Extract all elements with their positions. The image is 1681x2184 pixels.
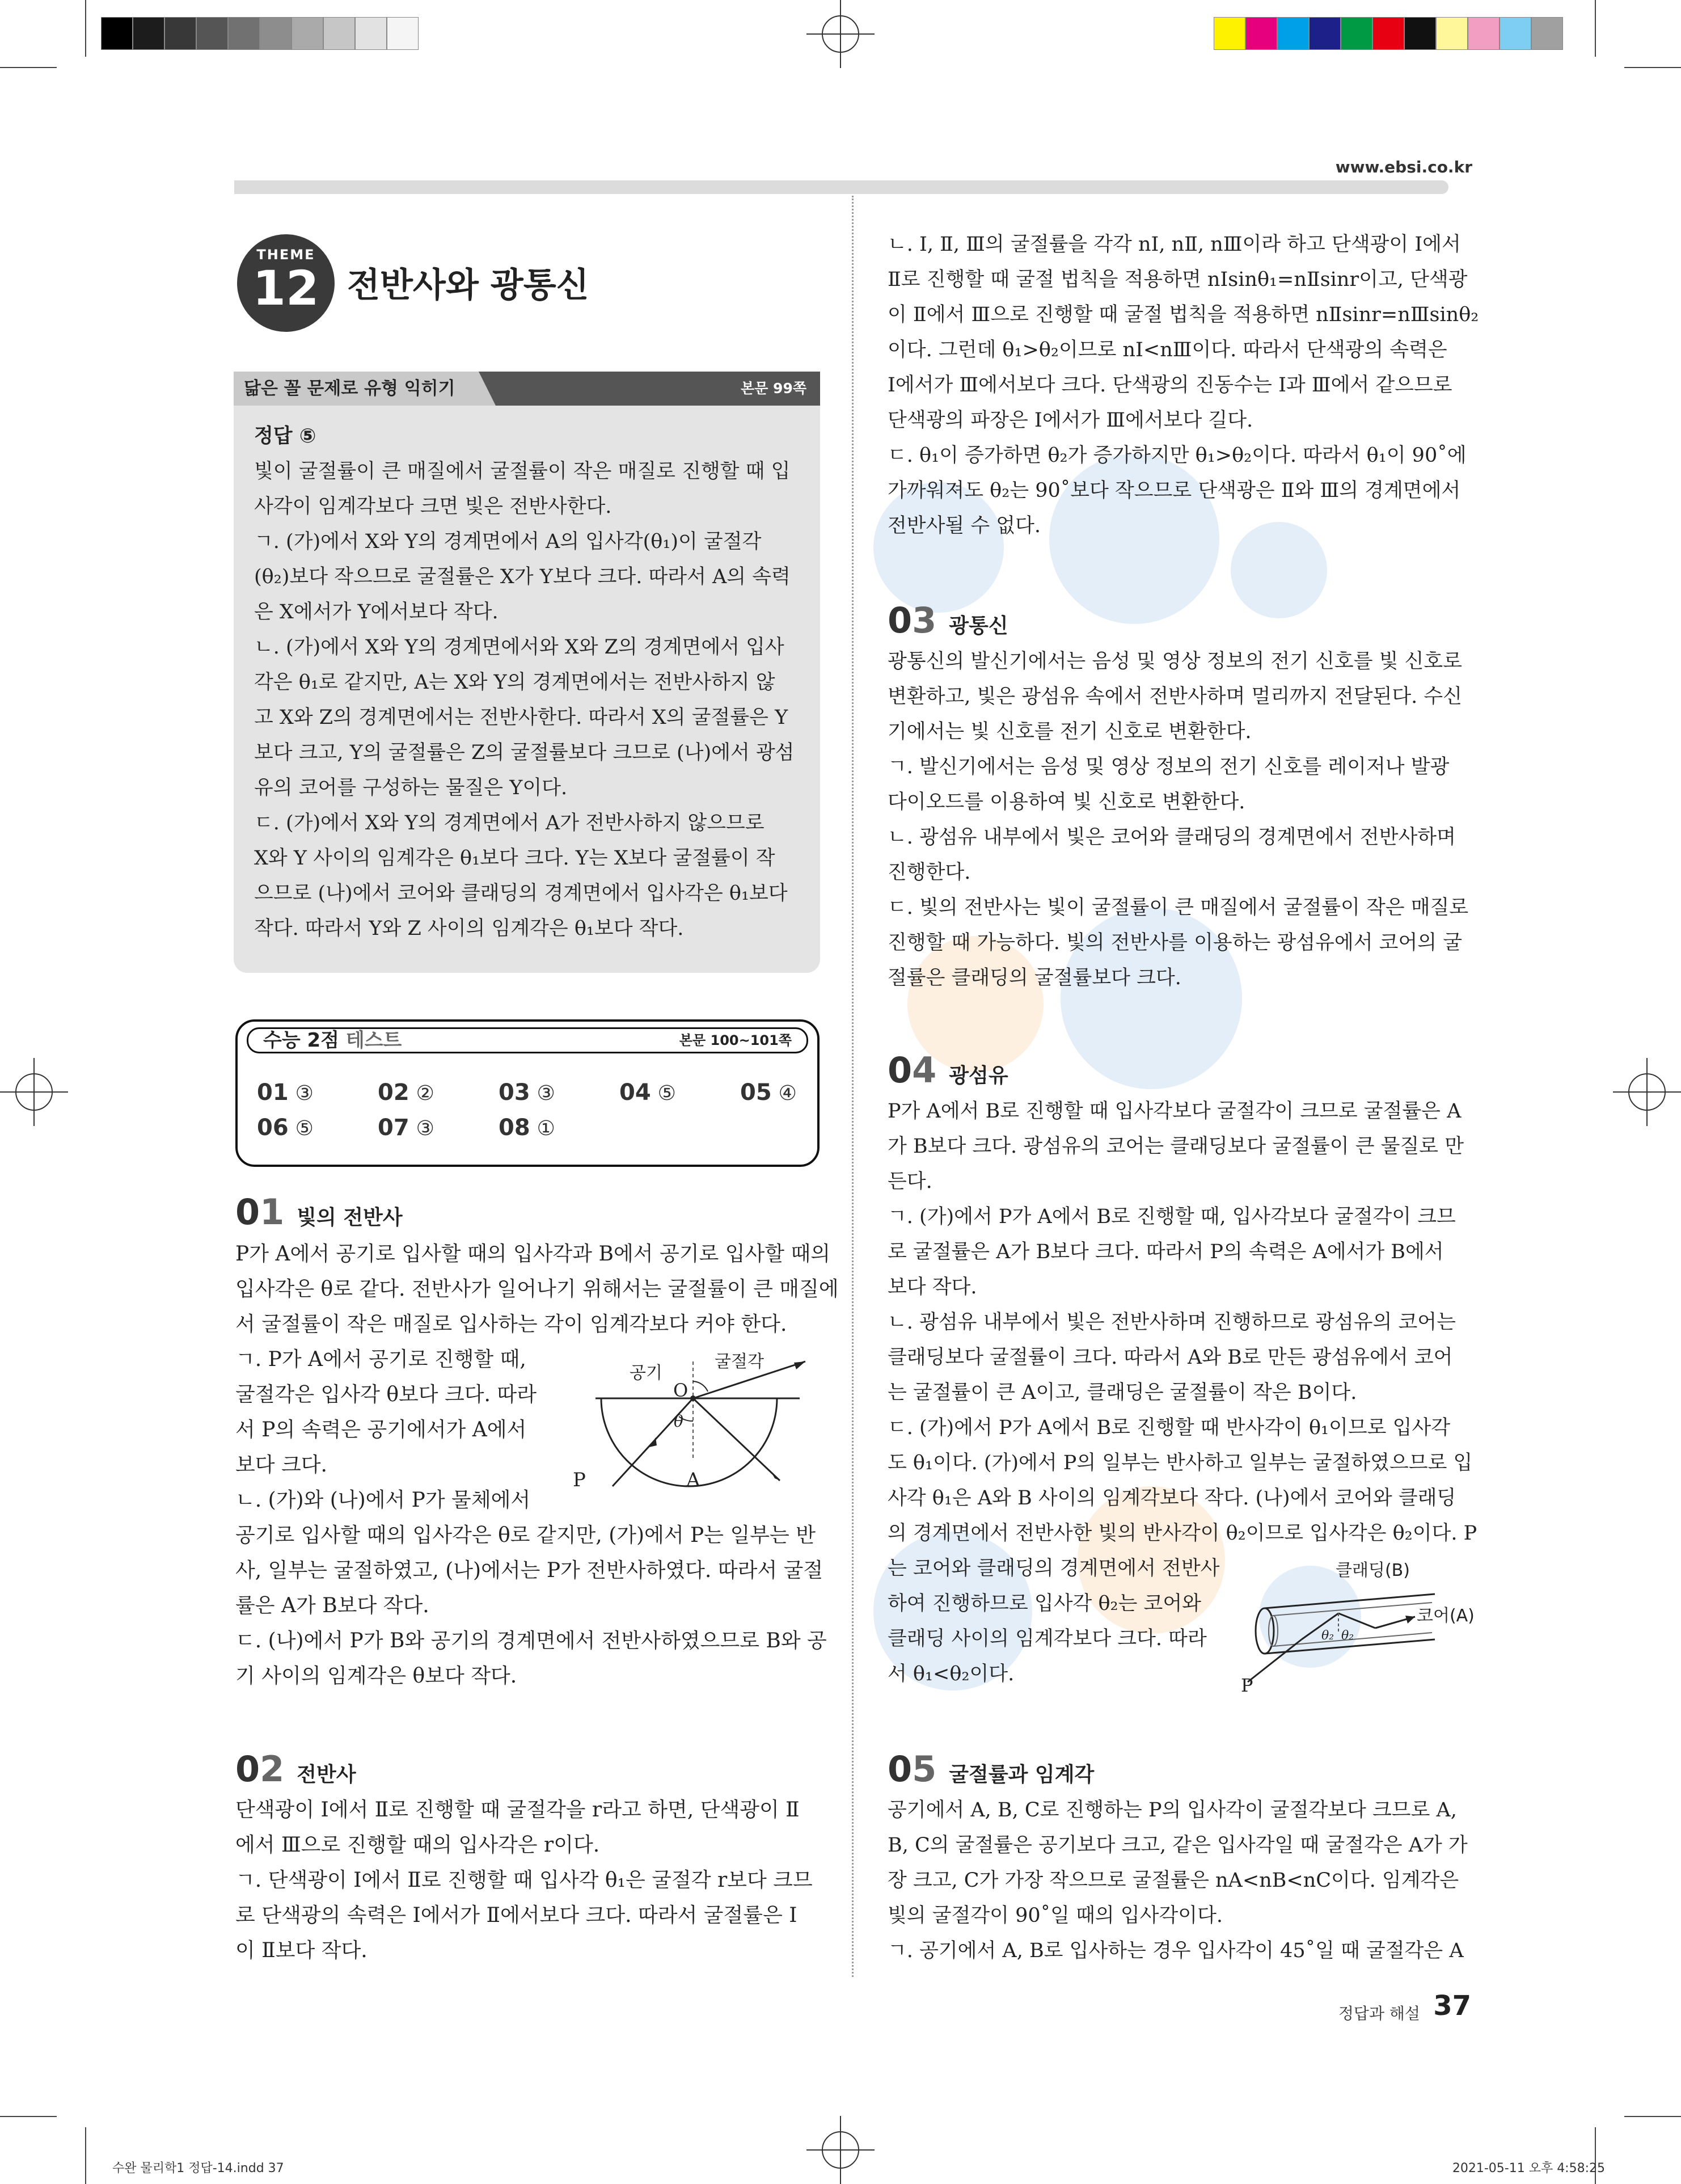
text-line: ㄷ. θ₁이 증가하면 θ₂가 증가하지만 θ₁>θ₂이다. 따라서 θ₁이 90˚에 <box>888 444 1467 467</box>
text-line: 클래딩 사이의 임계각보다 크다. 따라 <box>888 1628 1207 1650</box>
color-swatch <box>292 17 323 50</box>
site-url: www.ebsi.co.kr <box>1335 158 1472 176</box>
figure-label-theta: θ <box>674 1412 683 1431</box>
figure-label-origin: O <box>673 1380 689 1401</box>
question-number: 07 <box>378 1115 409 1141</box>
color-swatch <box>1214 17 1245 50</box>
crop-mark <box>85 0 86 57</box>
section-number-prefix: 0 <box>888 600 913 641</box>
text-line: 단색광의 파장은 Ⅰ에서가 Ⅲ에서보다 길다. <box>888 409 1253 432</box>
test-box-title-rest: 테스트 <box>339 1029 402 1052</box>
text-line: 입사각은 θ로 같다. 전반사가 일어나기 위해서는 굴절률이 큰 매질에 <box>235 1277 839 1301</box>
section-number: 1 <box>260 1191 285 1233</box>
section-title: 빛의 전반사 <box>297 1206 403 1229</box>
registration-mark-right <box>1613 1058 1681 1126</box>
text-line: ㄴ. 광섬유 내부에서 빛은 전반사하며 진행하므로 광섬유의 코어는 <box>888 1311 1456 1334</box>
registration-mark-top <box>806 0 875 68</box>
text-line: 이 Ⅱ보다 작다. <box>235 1939 368 1962</box>
text-line: 전반사될 수 없다. <box>888 515 1041 537</box>
answer-item <box>619 1080 676 1106</box>
text-line: 으므로 (나)에서 코어와 클래딩의 경계면에서 입사각은 θ₁보다 <box>254 882 788 905</box>
figure-label-a: A <box>686 1469 700 1491</box>
question-number: 01 <box>257 1080 289 1106</box>
answer-item <box>378 1115 434 1141</box>
text-line: 기에서는 빛 신호를 전기 신호로 변환한다. <box>888 720 1252 743</box>
text-line: 공기에서 A, B, C로 진행하는 P의 입사각이 굴절각보다 크므로 A, <box>888 1799 1457 1822</box>
text-line: 단색광이 Ⅰ에서 Ⅱ로 진행할 때 굴절각을 r라고 하면, 단색광이 Ⅱ <box>235 1798 800 1822</box>
answer-item <box>257 1115 314 1141</box>
answer-label: 정답 ⑤ <box>254 425 316 448</box>
color-swatch <box>1309 17 1341 50</box>
practice-box-page-ref: 본문 99쪽 <box>741 380 806 397</box>
question-number: 08 <box>499 1115 530 1141</box>
text-line: 든다. <box>888 1170 932 1193</box>
test-box-header <box>247 1027 808 1053</box>
answer-choice: ② <box>416 1082 434 1105</box>
color-swatch <box>1245 17 1277 50</box>
color-swatch <box>1404 17 1436 50</box>
color-swatch <box>101 17 133 50</box>
theme-number: 12 <box>252 260 319 316</box>
answer-choice: ③ <box>416 1117 434 1140</box>
text-line: ㄷ. (가)에서 P가 A에서 B로 진행할 때 반사각이 θ₁이므로 입사각 <box>888 1416 1451 1439</box>
text-line: ㄱ. (가)에서 X와 Y의 경계면에서 A의 입사각(θ₁)이 굴절각 <box>254 530 762 553</box>
text-line: 공기로 입사할 때의 입사각은 θ로 같지만, (가)에서 P는 일부는 반 <box>235 1524 816 1547</box>
practice-box-title: 닮은 꼴 문제로 유형 익히기 <box>234 372 479 406</box>
crop-mark <box>0 2116 57 2117</box>
text-line: 이다. 그런데 θ₁>θ₂이므로 nⅠ<nⅢ이다. 따라서 단색광의 속력은 <box>888 339 1447 361</box>
crop-mark <box>1624 2116 1681 2117</box>
test-box-title-bold: 수능 2점 <box>263 1029 340 1052</box>
text-line: P가 A에서 B로 진행할 때 입사각보다 굴절각이 크므로 굴절률은 A <box>888 1100 1462 1123</box>
section-03-heading <box>888 600 1008 641</box>
answer-choice: ③ <box>295 1082 314 1105</box>
text-line: 고 X와 Z의 경계면에서는 전반사한다. 따라서 X의 굴절률은 Y <box>254 706 788 729</box>
figure-label-refraction: 굴절각 <box>715 1352 764 1372</box>
text-line: 서 P의 속력은 공기에서가 A에서 <box>235 1418 527 1441</box>
text-line: 는 굴절률이 큰 A이고, 클래딩은 굴절률이 작은 B이다. <box>888 1381 1357 1404</box>
answer-choice: ⑤ <box>657 1082 676 1105</box>
answer-item <box>499 1115 555 1141</box>
text-line: 이 Ⅱ에서 Ⅲ으로 진행할 때 굴절 법칙을 적용하면 nⅡsinr=nⅢsinθ₂ <box>888 303 1479 326</box>
crop-mark <box>1595 0 1596 57</box>
text-line: 사각 θ₁은 A와 B 사이의 임계각보다 작다. (나)에서 코어와 클래딩 <box>888 1487 1456 1510</box>
footer-timestamp: 2021-05-11 오후 4:58:25 <box>1452 2161 1605 2175</box>
figure-label-core: 코어(A) <box>1417 1606 1475 1626</box>
color-swatch <box>228 17 260 50</box>
color-swatch <box>133 17 164 50</box>
footer-file-name: 수완 물리학1 정답-14.indd 37 <box>112 2161 284 2175</box>
question-number: 06 <box>257 1115 289 1141</box>
text-line: Ⅱ로 진행할 때 굴절 법칙을 적용하면 nⅠsinθ₁=nⅡsinr이고, 단색광 <box>888 268 1468 291</box>
question-number: 03 <box>499 1080 530 1106</box>
figure-label-p: P <box>1241 1675 1253 1696</box>
text-line: 보다 작다. <box>888 1276 977 1298</box>
section-number-prefix: 0 <box>888 1049 913 1091</box>
color-swatch <box>1531 17 1563 50</box>
text-line: 률은 A가 B보다 작다. <box>235 1594 429 1617</box>
answer-choice: ⑤ <box>295 1117 314 1140</box>
section-number: 5 <box>912 1748 937 1790</box>
theme-badge <box>237 234 335 332</box>
text-line: 기 사이의 임계각은 θ보다 작다. <box>235 1664 517 1688</box>
text-line: ㄱ. 발신기에서는 음성 및 영상 정보의 전기 신호를 레이저나 발광 <box>888 756 1450 778</box>
text-line: 가 B보다 크다. 광섬유의 코어는 클래딩보다 굴절률이 큰 물질로 만 <box>888 1135 1464 1158</box>
text-line: 굴절각은 입사각 θ보다 크다. 따라 <box>235 1383 537 1406</box>
color-swatch <box>1277 17 1309 50</box>
registration-mark-bottom <box>806 2116 875 2184</box>
figure-optical-fiber <box>1225 1554 1486 1696</box>
section-title: 굴절률과 임계각 <box>949 1763 1095 1786</box>
answer-item <box>499 1080 555 1106</box>
text-line: ㄴ. Ⅰ, Ⅱ, Ⅲ의 굴절률을 각각 nⅠ, nⅡ, nⅢ이라 하고 단색광이 Ⅰ에서 <box>888 233 1461 256</box>
answer-item <box>257 1080 314 1106</box>
section-number-prefix: 0 <box>235 1748 260 1790</box>
text-line: X와 Y 사이의 임계각은 θ₁보다 크다. Y는 X보다 굴절률이 작 <box>254 847 775 870</box>
answer-item <box>740 1080 797 1106</box>
text-line: ㄱ. 단색광이 Ⅰ에서 Ⅱ로 진행할 때 입사각 θ₁은 굴절각 r보다 크므 <box>235 1869 813 1892</box>
text-line: ㄱ. (가)에서 P가 A에서 B로 진행할 때, 입사각보다 굴절각이 크므 <box>888 1205 1456 1228</box>
text-line: 도 θ₁이다. (가)에서 P의 일부는 반사하고 일부는 굴절하였으므로 입 <box>888 1452 1473 1474</box>
section-05-heading <box>888 1748 1094 1790</box>
header-rule <box>234 180 1448 194</box>
answer-item <box>378 1080 434 1106</box>
text-line: ㄴ. 광섬유 내부에서 빛은 코어와 클래딩의 경계면에서 전반사하며 <box>888 826 1456 849</box>
color-swatch <box>1372 17 1404 50</box>
page-number: 37 <box>1433 1990 1471 2022</box>
text-line: 서 굴절률이 작은 매질로 입사하는 각이 임계각보다 커야 한다. <box>235 1313 787 1336</box>
color-swatch <box>323 17 355 50</box>
figure-label-theta-left: θ₂ <box>1321 1629 1334 1643</box>
section-number: 4 <box>912 1049 937 1091</box>
answer-choice: ① <box>537 1117 555 1140</box>
text-line: 절률은 클래딩의 굴절률보다 크다. <box>888 967 1181 989</box>
text-line: B, C의 굴절률은 공기보다 크고, 같은 입사각일 때 굴절각은 A가 가 <box>888 1834 1468 1857</box>
text-line: 광통신의 발신기에서는 음성 및 영상 정보의 전기 신호를 빛 신호로 <box>888 650 1463 673</box>
color-swatch <box>1436 17 1468 50</box>
registration-mark-left <box>0 1058 68 1126</box>
process-color-bar <box>1214 17 1563 50</box>
color-swatch <box>1500 17 1531 50</box>
test-answer-box <box>235 1019 820 1167</box>
column-divider <box>852 196 854 1977</box>
text-line: 다이오드를 이용하여 빛 신호로 변환한다. <box>888 791 1245 813</box>
color-swatch <box>164 17 196 50</box>
text-line: 보다 크고, Y의 굴절률은 Z의 굴절률보다 크므로 (나)에서 광섬 <box>254 741 795 764</box>
text-line: 각은 θ₁로 같지만, A는 X와 Y의 경계면에서는 전반사하지 않 <box>254 671 775 694</box>
practice-answer-box <box>234 372 820 973</box>
text-line: 의 경계면에서 전반사한 빛의 반사각이 θ₂이므로 입사각은 θ₂이다. P <box>888 1522 1477 1545</box>
text-line: P가 A에서 공기로 입사할 때의 입사각과 B에서 공기로 입사할 때의 <box>235 1242 831 1266</box>
color-swatch <box>355 17 387 50</box>
text-line: 로 단색광의 속력은 Ⅰ에서가 Ⅱ에서보다 크다. 따라서 굴절률은 Ⅰ <box>235 1904 797 1927</box>
text-line: 변환하고, 빛은 광섬유 속에서 전반사하며 멀리까지 전달된다. 수신 <box>888 685 1463 708</box>
text-line: 은 X에서가 Y에서보다 작다. <box>254 601 499 623</box>
crop-mark <box>0 67 57 68</box>
text-line: ㄷ. (나)에서 P가 B와 공기의 경계면에서 전반사하였으므로 B와 공 <box>235 1629 827 1652</box>
text-line: (θ₂)보다 작으므로 굴절률은 X가 Y보다 크다. 따라서 A의 속력 <box>254 566 791 588</box>
answer-choice: ④ <box>778 1082 797 1105</box>
section-number-prefix: 0 <box>235 1191 260 1233</box>
text-line: 에서 Ⅲ으로 진행할 때의 입사각은 r이다. <box>235 1833 600 1857</box>
section-title: 광섬유 <box>949 1064 1008 1087</box>
text-line: 진행한다. <box>888 861 971 884</box>
question-number: 05 <box>740 1080 772 1106</box>
text-line: 하여 진행하므로 입사각 θ₂는 코어와 <box>888 1592 1201 1615</box>
section-title: 전반사 <box>297 1763 356 1786</box>
section-number: 2 <box>260 1748 285 1790</box>
question-number: 02 <box>378 1080 409 1106</box>
crop-mark <box>85 2127 86 2184</box>
text-line: ㄱ. P가 A에서 공기로 진행할 때, <box>235 1348 526 1371</box>
text-line: 가까워져도 θ₂는 90˚보다 작으므로 단색광은 Ⅱ와 Ⅲ의 경계면에서 <box>888 479 1461 502</box>
text-line: 사각이 임계각보다 크면 빛은 전반사한다. <box>254 495 612 518</box>
watermark-circle-3 <box>1231 522 1327 618</box>
text-line: 서 θ₁<θ₂이다. <box>888 1663 1015 1685</box>
text-line: 는 코어와 클래딩의 경계면에서 전반사 <box>888 1557 1220 1580</box>
section-01-heading <box>235 1191 403 1233</box>
text-line: ㄷ. 빛의 전반사는 빛이 굴절률이 큰 매질에서 굴절률이 작은 매질로 <box>888 896 1469 919</box>
text-line: ㄴ. (가)와 (나)에서 P가 물체에서 <box>235 1489 531 1512</box>
section-number: 3 <box>912 600 937 641</box>
color-swatch <box>196 17 228 50</box>
figure-label-p: P <box>573 1469 586 1491</box>
text-line: 로 굴절률은 A가 B보다 크다. 따라서 P의 속력은 A에서가 B에서 <box>888 1241 1444 1263</box>
practice-box-header <box>234 372 820 406</box>
crop-mark <box>1624 67 1681 68</box>
section-04-heading <box>888 1049 1008 1091</box>
theme-label: THEME <box>256 247 315 263</box>
color-swatch <box>387 17 419 50</box>
figure-label-air: 공기 <box>630 1363 662 1383</box>
color-swatch <box>1341 17 1372 50</box>
text-line: ㄷ. (가)에서 X와 Y의 경계면에서 A가 전반사하지 않으므로 <box>254 812 765 834</box>
section-02-heading <box>235 1748 356 1790</box>
grayscale-bar <box>101 17 419 50</box>
text-line: 빛의 굴절각이 90˚일 때의 입사각이다. <box>888 1904 1223 1927</box>
color-swatch <box>1468 17 1500 50</box>
test-box-title <box>263 1029 402 1052</box>
text-line: ㄱ. 공기에서 A, B로 입사하는 경우 입사각이 45˚일 때 굴절각은 A <box>888 1940 1464 1962</box>
text-line: ㄴ. (가)에서 X와 Y의 경계면에서와 X와 Z의 경계면에서 입사 <box>254 636 784 659</box>
question-number: 04 <box>619 1080 651 1106</box>
test-box-page-ref: 본문 100~101쪽 <box>679 1032 792 1048</box>
figure-semicircle-refraction <box>561 1350 828 1498</box>
text-line: 사, 일부는 굴절하였고, (나)에서는 P가 전반사하였다. 따라서 굴절 <box>235 1559 823 1582</box>
figure-label-theta-right: θ₂ <box>1341 1629 1354 1643</box>
text-line: 보다 크다. <box>235 1453 327 1477</box>
text-line: 장 크고, C가 가장 작으므로 굴절률은 nA<nB<nC이다. 임계각은 <box>888 1869 1459 1892</box>
text-line: 빛이 굴절률이 큰 매질에서 굴절률이 작은 매질로 진행할 때 입 <box>254 460 791 483</box>
answer-choice: ③ <box>537 1082 555 1105</box>
section-number-prefix: 0 <box>888 1748 913 1790</box>
section-title: 광통신 <box>949 614 1008 638</box>
page-title: 전반사와 광통신 <box>347 265 589 305</box>
text-line: 유의 코어를 구성하는 물질은 Y이다. <box>254 777 568 799</box>
text-line: Ⅰ에서가 Ⅲ에서보다 크다. 단색광의 진동수는 Ⅰ과 Ⅲ에서 같으므로 <box>888 374 1452 397</box>
text-line: 진행할 때 가능하다. 빛의 전반사를 이용하는 광섬유에서 코어의 굴 <box>888 931 1463 954</box>
figure-label-cladding: 클래딩(B) <box>1336 1561 1410 1580</box>
text-line: 클래딩보다 굴절률이 크다. 따라서 A와 B로 만든 광섬유에서 코어 <box>888 1346 1453 1369</box>
color-swatch <box>260 17 292 50</box>
text-line: 작다. 따라서 Y와 Z 사이의 임계각은 θ₁보다 작다. <box>254 917 684 940</box>
footer-label: 정답과 해설 <box>1338 2004 1420 2023</box>
